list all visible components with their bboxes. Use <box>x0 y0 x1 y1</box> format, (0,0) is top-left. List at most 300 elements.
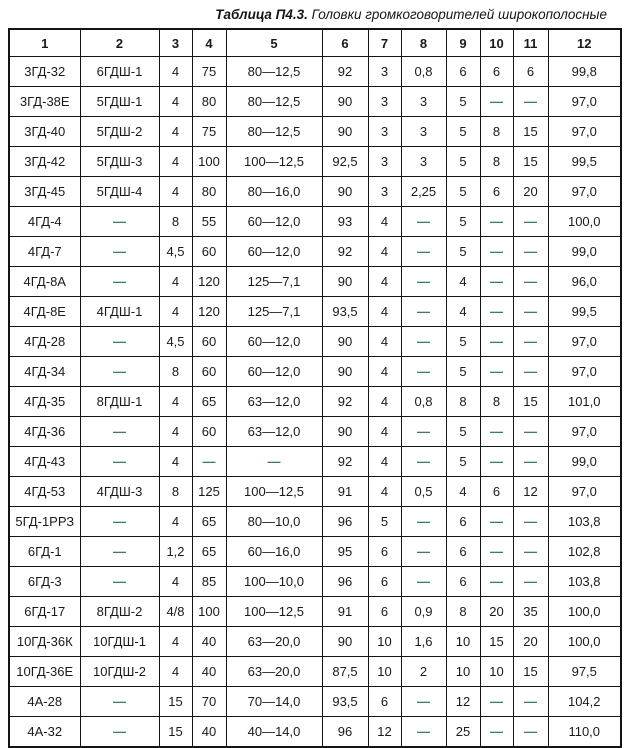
table-cell: — <box>480 267 513 297</box>
model-cell: 4ГД-28 <box>9 327 80 357</box>
table-cell: 8ГДШ-2 <box>80 597 159 627</box>
table-cell: — <box>401 327 446 357</box>
table-cell: 6 <box>513 57 548 87</box>
table-cell: — <box>401 567 446 597</box>
table-cell: 96,0 <box>548 267 621 297</box>
table-cell: 4 <box>368 417 401 447</box>
table-cell: 15 <box>513 117 548 147</box>
table-cell: — <box>513 207 548 237</box>
table-cell: 93,5 <box>322 687 368 717</box>
column-header-5: 5 <box>226 29 322 57</box>
table-cell: 125—7,1 <box>226 267 322 297</box>
loudspeaker-spec-table <box>8 28 622 748</box>
table-cell: 5 <box>446 177 480 207</box>
table-cell: 4 <box>159 117 192 147</box>
table-row <box>9 627 621 657</box>
table-cell: — <box>513 357 548 387</box>
table-cell: 40 <box>192 657 226 687</box>
table-row <box>9 597 621 627</box>
table-cell: 63—20,0 <box>226 627 322 657</box>
model-cell: 3ГД-38Е <box>9 87 80 117</box>
table-cell: 12 <box>513 477 548 507</box>
table-cell: 93 <box>322 207 368 237</box>
table-cell: — <box>80 267 159 297</box>
table-cell: 96 <box>322 717 368 748</box>
table-row <box>9 387 621 417</box>
table-cell: 90 <box>322 267 368 297</box>
table-cell: 101,0 <box>548 387 621 417</box>
table-cell: — <box>80 357 159 387</box>
table-cell: 5 <box>446 87 480 117</box>
table-cell: 120 <box>192 267 226 297</box>
model-cell: 4А-28 <box>9 687 80 717</box>
table-cell: — <box>480 207 513 237</box>
table-cell: 3 <box>368 87 401 117</box>
model-cell: 4ГД-43 <box>9 447 80 477</box>
table-cell: — <box>480 87 513 117</box>
table-cell: 90 <box>322 417 368 447</box>
table-cell: 92 <box>322 387 368 417</box>
table-cell: 4 <box>368 207 401 237</box>
table-cell: — <box>513 567 548 597</box>
table-cell: 8 <box>480 147 513 177</box>
table-cell: 96 <box>322 507 368 537</box>
table-cell: — <box>513 237 548 267</box>
table-cell: 96 <box>322 567 368 597</box>
table-cell: 4 <box>368 447 401 477</box>
table-cell: 0,8 <box>401 387 446 417</box>
table-cell: 4 <box>159 147 192 177</box>
table-cell: 3 <box>401 87 446 117</box>
table-cell: — <box>80 447 159 477</box>
table-cell: 100 <box>192 597 226 627</box>
table-cell: 15 <box>480 627 513 657</box>
table-cell: 70—14,0 <box>226 687 322 717</box>
table-cell: — <box>401 267 446 297</box>
table-cell: 92 <box>322 57 368 87</box>
table-cell: 125 <box>192 477 226 507</box>
table-cell: 15 <box>159 717 192 748</box>
table-cell: 99,0 <box>548 237 621 267</box>
table-cell: 20 <box>513 627 548 657</box>
model-cell: 10ГД-36К <box>9 627 80 657</box>
model-cell: 3ГД-32 <box>9 57 80 87</box>
table-cell: 93,5 <box>322 297 368 327</box>
table-cell: 85 <box>192 567 226 597</box>
table-cell: 5 <box>446 327 480 357</box>
column-header-11: 11 <box>513 29 548 57</box>
table-cell: 5ГДШ-2 <box>80 117 159 147</box>
model-cell: 4ГД-53 <box>9 477 80 507</box>
table-cell: 80—16,0 <box>226 177 322 207</box>
model-cell: 4ГД-35 <box>9 387 80 417</box>
table-cell: 4 <box>159 387 192 417</box>
table-cell: 4 <box>159 297 192 327</box>
table-cell: 60—12,0 <box>226 207 322 237</box>
table-cell: 6 <box>480 477 513 507</box>
model-cell: 6ГД-3 <box>9 567 80 597</box>
table-cell: — <box>513 87 548 117</box>
table-cell: — <box>401 357 446 387</box>
table-cell: 10ГДШ-1 <box>80 627 159 657</box>
table-cell: 100,0 <box>548 597 621 627</box>
table-body <box>9 57 621 748</box>
table-cell: 6 <box>368 537 401 567</box>
table-cell: — <box>513 327 548 357</box>
model-cell: 3ГД-45 <box>9 177 80 207</box>
table-cell: 91 <box>322 597 368 627</box>
table-cell: 60 <box>192 357 226 387</box>
table-cell: 20 <box>480 597 513 627</box>
table-cell: 100 <box>192 147 226 177</box>
model-cell: 4ГД-36 <box>9 417 80 447</box>
table-cell: 0,5 <box>401 477 446 507</box>
table-cell: 80—12,5 <box>226 87 322 117</box>
table-cell: — <box>401 207 446 237</box>
table-cell: — <box>80 207 159 237</box>
table-cell: 5 <box>368 507 401 537</box>
table-cell: 6 <box>446 57 480 87</box>
table-cell: 60 <box>192 237 226 267</box>
table-cell: 3 <box>401 147 446 177</box>
table-row <box>9 87 621 117</box>
table-cell: — <box>480 237 513 267</box>
table-cell: — <box>401 237 446 267</box>
column-header-8: 8 <box>401 29 446 57</box>
table-cell: 10 <box>446 627 480 657</box>
table-cell: 3 <box>368 117 401 147</box>
table-cell: 80—10,0 <box>226 507 322 537</box>
table-title-text: Головки громкоговорителей широкополосные <box>307 7 607 22</box>
table-cell: — <box>192 447 226 477</box>
table-cell: — <box>513 507 548 537</box>
model-cell: 3ГД-40 <box>9 117 80 147</box>
table-cell: 0,8 <box>401 57 446 87</box>
table-cell: 8 <box>446 387 480 417</box>
column-header-2: 2 <box>80 29 159 57</box>
table-cell: — <box>80 687 159 717</box>
table-cell: 97,0 <box>548 87 621 117</box>
table-cell: — <box>513 687 548 717</box>
table-cell: 90 <box>322 327 368 357</box>
table-cell: — <box>480 567 513 597</box>
table-cell: 100—12,5 <box>226 147 322 177</box>
table-cell: 97,0 <box>548 177 621 207</box>
table-cell: 10 <box>368 627 401 657</box>
table-cell: 99,8 <box>548 57 621 87</box>
table-cell: 15 <box>513 657 548 687</box>
table-cell: — <box>401 717 446 748</box>
table-row <box>9 657 621 687</box>
table-cell: 40 <box>192 717 226 748</box>
table-cell: 4 <box>159 627 192 657</box>
table-cell: 6ГДШ-1 <box>80 57 159 87</box>
table-cell: 4,5 <box>159 327 192 357</box>
table-cell: 5ГДШ-1 <box>80 87 159 117</box>
table-cell: — <box>480 717 513 748</box>
table-row <box>9 447 621 477</box>
table-title <box>0 0 627 28</box>
table-cell: — <box>513 267 548 297</box>
table-cell: 55 <box>192 207 226 237</box>
table-cell: 8 <box>480 387 513 417</box>
table-cell: — <box>80 237 159 267</box>
table-cell: 102,8 <box>548 537 621 567</box>
table-cell: 40 <box>192 627 226 657</box>
table-cell: 4 <box>368 327 401 357</box>
model-cell: 4ГД-34 <box>9 357 80 387</box>
table-row <box>9 417 621 447</box>
model-cell: 4ГД-7 <box>9 237 80 267</box>
table-cell: 99,5 <box>548 147 621 177</box>
table-cell: 63—20,0 <box>226 657 322 687</box>
model-cell: 4ГД-8Е <box>9 297 80 327</box>
model-cell: 10ГД-36Е <box>9 657 80 687</box>
table-row <box>9 567 621 597</box>
table-cell: 4 <box>368 237 401 267</box>
table-cell: 99,0 <box>548 447 621 477</box>
table-cell: 15 <box>513 147 548 177</box>
table-cell: 6 <box>446 537 480 567</box>
table-cell: 4 <box>368 477 401 507</box>
table-cell: 8 <box>159 477 192 507</box>
table-cell: 65 <box>192 387 226 417</box>
table-cell: — <box>226 447 322 477</box>
model-cell: 6ГД-1 <box>9 537 80 567</box>
column-header-6: 6 <box>322 29 368 57</box>
table-cell: 97,0 <box>548 327 621 357</box>
table-cell: — <box>401 687 446 717</box>
model-cell: 4ГД-4 <box>9 207 80 237</box>
table-cell: 5 <box>446 447 480 477</box>
table-cell: 6 <box>446 507 480 537</box>
table-cell: 4 <box>368 357 401 387</box>
model-cell: 3ГД-42 <box>9 147 80 177</box>
column-header-4: 4 <box>192 29 226 57</box>
table-cell: 65 <box>192 507 226 537</box>
table-cell: — <box>513 717 548 748</box>
table-cell: 104,2 <box>548 687 621 717</box>
table-cell: 3 <box>368 147 401 177</box>
table-cell: 4 <box>446 297 480 327</box>
table-cell: — <box>80 327 159 357</box>
table-cell: 4 <box>159 447 192 477</box>
table-cell: 90 <box>322 177 368 207</box>
column-header-1: 1 <box>9 29 80 57</box>
table-cell: 75 <box>192 117 226 147</box>
table-cell: 63—12,0 <box>226 417 322 447</box>
table-cell: — <box>513 417 548 447</box>
table-cell: 97,0 <box>548 417 621 447</box>
table-cell: 4 <box>159 507 192 537</box>
table-cell: 35 <box>513 597 548 627</box>
table-cell: 8 <box>159 207 192 237</box>
table-cell: 4ГДШ-1 <box>80 297 159 327</box>
table-cell: — <box>401 537 446 567</box>
table-row <box>9 327 621 357</box>
table-cell: — <box>401 447 446 477</box>
table-cell: — <box>480 297 513 327</box>
table-cell: 4 <box>159 657 192 687</box>
table-cell: 97,5 <box>548 657 621 687</box>
table-cell: 3 <box>368 177 401 207</box>
table-cell: 4 <box>446 477 480 507</box>
table-cell: 8 <box>446 597 480 627</box>
table-cell: 60 <box>192 327 226 357</box>
table-cell: — <box>480 447 513 477</box>
table-row <box>9 687 621 717</box>
table-cell: 10 <box>446 657 480 687</box>
table-cell: 5 <box>446 207 480 237</box>
table-cell: 8 <box>159 357 192 387</box>
table-cell: 92 <box>322 447 368 477</box>
table-cell: 15 <box>513 387 548 417</box>
column-header-7: 7 <box>368 29 401 57</box>
column-header-9: 9 <box>446 29 480 57</box>
table-row <box>9 147 621 177</box>
table-cell: 125—7,1 <box>226 297 322 327</box>
table-cell: 90 <box>322 357 368 387</box>
table-row <box>9 477 621 507</box>
table-cell: — <box>513 537 548 567</box>
table-cell: — <box>480 417 513 447</box>
table-cell: 80 <box>192 177 226 207</box>
table-cell: 25 <box>446 717 480 748</box>
table-cell: 100,0 <box>548 627 621 657</box>
table-cell: 4 <box>446 267 480 297</box>
table-row <box>9 297 621 327</box>
table-cell: 87,5 <box>322 657 368 687</box>
table-cell: 3 <box>368 57 401 87</box>
table-cell: — <box>80 537 159 567</box>
table-cell: 75 <box>192 57 226 87</box>
table-cell: 103,8 <box>548 507 621 537</box>
table-row <box>9 507 621 537</box>
table-row <box>9 357 621 387</box>
table-cell: 4 <box>159 267 192 297</box>
table-cell: 1,6 <box>401 627 446 657</box>
table-cell: 63—12,0 <box>226 387 322 417</box>
table-cell: 5 <box>446 117 480 147</box>
table-cell: 4 <box>368 387 401 417</box>
column-header-12: 12 <box>548 29 621 57</box>
table-cell: 15 <box>159 687 192 717</box>
table-row <box>9 117 621 147</box>
table-cell: 6 <box>480 177 513 207</box>
column-header-10: 10 <box>480 29 513 57</box>
table-row <box>9 237 621 267</box>
table-cell: 4 <box>159 57 192 87</box>
table-cell: 100—12,5 <box>226 477 322 507</box>
table-cell: — <box>513 447 548 477</box>
table-cell: 5 <box>446 237 480 267</box>
table-cell: 3 <box>401 117 446 147</box>
table-cell: 80 <box>192 87 226 117</box>
table-cell: 60—12,0 <box>226 357 322 387</box>
table-cell: 60—12,0 <box>226 327 322 357</box>
table-cell: 60—16,0 <box>226 537 322 567</box>
model-cell: 6ГД-17 <box>9 597 80 627</box>
table-cell: 4ГДШ-3 <box>80 477 159 507</box>
table-cell: 2,25 <box>401 177 446 207</box>
table-cell: 5 <box>446 357 480 387</box>
table-cell: 100,0 <box>548 207 621 237</box>
table-cell: 6 <box>368 687 401 717</box>
table-cell: 60—12,0 <box>226 237 322 267</box>
table-cell: 91 <box>322 477 368 507</box>
table-cell: 4 <box>159 87 192 117</box>
table-cell: 97,0 <box>548 357 621 387</box>
table-row <box>9 57 621 87</box>
table-cell: — <box>80 567 159 597</box>
table-cell: 100—10,0 <box>226 567 322 597</box>
table-cell: 80—12,5 <box>226 117 322 147</box>
table-cell: 70 <box>192 687 226 717</box>
table-cell: 90 <box>322 87 368 117</box>
column-header-3: 3 <box>159 29 192 57</box>
table-cell: 1,2 <box>159 537 192 567</box>
table-cell: 97,0 <box>548 477 621 507</box>
table-cell: 97,0 <box>548 117 621 147</box>
table-cell: 120 <box>192 297 226 327</box>
table-cell: 4 <box>159 567 192 597</box>
model-cell: 4ГД-8А <box>9 267 80 297</box>
table-cell: 10 <box>480 657 513 687</box>
table-cell: 92 <box>322 237 368 267</box>
table-cell: 0,9 <box>401 597 446 627</box>
model-cell: 4А-32 <box>9 717 80 748</box>
table-cell: 12 <box>368 717 401 748</box>
table-cell: 80—12,5 <box>226 57 322 87</box>
table-cell: 4 <box>159 177 192 207</box>
table-cell: — <box>80 507 159 537</box>
table-cell: — <box>401 507 446 537</box>
table-cell: 10ГДШ-2 <box>80 657 159 687</box>
table-cell: 6 <box>480 57 513 87</box>
table-cell: — <box>480 327 513 357</box>
table-cell: 5 <box>446 147 480 177</box>
table-cell: — <box>480 357 513 387</box>
table-cell: 92,5 <box>322 147 368 177</box>
table-cell: — <box>480 687 513 717</box>
table-cell: — <box>513 297 548 327</box>
header-row <box>9 29 621 57</box>
table-title-label: Таблица П4.3. <box>215 7 308 22</box>
table-cell: — <box>480 537 513 567</box>
table-row <box>9 177 621 207</box>
table-row <box>9 717 621 748</box>
table-cell: 20 <box>513 177 548 207</box>
table-cell: 6 <box>368 567 401 597</box>
table-cell: 103,8 <box>548 567 621 597</box>
table-cell: 95 <box>322 537 368 567</box>
table-row <box>9 267 621 297</box>
table-cell: — <box>401 417 446 447</box>
table-row <box>9 537 621 567</box>
table-cell: 5ГДШ-3 <box>80 147 159 177</box>
table-cell: 4 <box>159 417 192 447</box>
table-cell: 10 <box>368 657 401 687</box>
table-cell: 8 <box>480 117 513 147</box>
table-cell: 4,5 <box>159 237 192 267</box>
table-cell: 40—14,0 <box>226 717 322 748</box>
table-cell: 12 <box>446 687 480 717</box>
table-cell: 5ГДШ-4 <box>80 177 159 207</box>
table-cell: 5 <box>446 417 480 447</box>
table-cell: 2 <box>401 657 446 687</box>
table-cell: — <box>80 417 159 447</box>
table-row <box>9 207 621 237</box>
